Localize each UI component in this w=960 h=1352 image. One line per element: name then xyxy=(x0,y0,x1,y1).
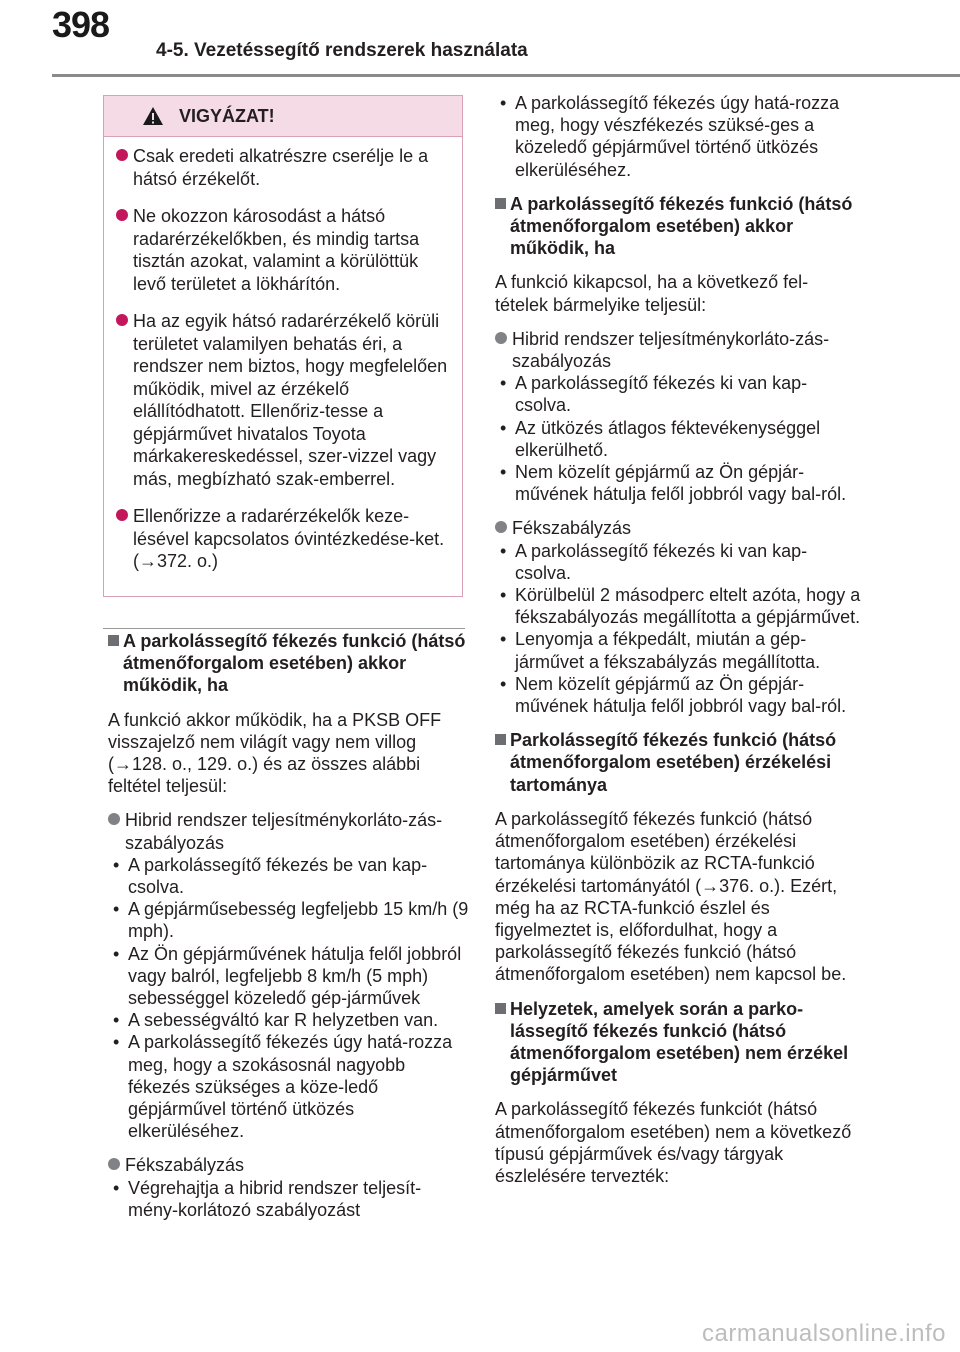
section-body: A parkolássegítő fékezés funkciót (hátsó átmenőforgalom esetében) nem a következő típusú gépjárművek és/vagy tárgyak észlelésére tervezték: xyxy=(495,1099,852,1186)
bullet-dot-icon xyxy=(495,521,507,533)
list-item: • A parkolássegítő fékezés úgy hatá-rozza meg, hogy vészfékezés szüksé-ges a közeledő gépjárművel történő ütközés elkerüléséhez. xyxy=(500,93,840,180)
group-heading: Fékszabályzás xyxy=(495,517,861,539)
list-item: • A parkolássegítő fékezés úgy hatá-rozza meg, hogy a szokásosnál nagyobb fékezés szükséges a köze-ledő gépjárművel történő ütközés elkerüléséhez. xyxy=(113,1032,453,1142)
condition-group xyxy=(495,92,861,181)
bullet-dot-icon xyxy=(116,209,128,221)
list-item: • Az Ön gépjárművének hátulja felől jobbról vagy balról, legfeljebb 8 km/h (5 mph) sebességgel közeledő gép-járművek xyxy=(113,943,462,1009)
bullet-dot-icon xyxy=(116,509,128,521)
square-bullet-icon xyxy=(495,734,506,745)
square-bullet-icon xyxy=(108,635,119,646)
list-item: • Nem közelít gépjármű az Ön gépjár-művének hátulja felől jobbról vagy bal-ról. xyxy=(500,673,847,717)
left-column xyxy=(108,630,470,1233)
group-heading: Hibrid rendszer teljesítménykorláto-zás-szabályozás xyxy=(495,328,861,372)
group-heading: Fékszabályzás xyxy=(108,1154,470,1176)
list-item: • A parkolássegítő fékezés ki van kap-csolva. xyxy=(500,373,808,416)
bullet-dot-icon xyxy=(116,149,128,161)
bullet-dot-icon xyxy=(116,314,128,326)
warning-item: Csak eredeti alkatrészre cserélje le a hátsó érzékelőt. xyxy=(116,145,450,190)
condition-group xyxy=(495,517,861,717)
list-item: • A parkolássegítő fékezés be van kap-csolva. xyxy=(113,854,428,898)
page-number: 398 xyxy=(52,4,110,45)
warning-box xyxy=(103,95,463,597)
list-item: • Az ütközés átlagos féktevékenységgel elkerülhető. xyxy=(500,417,821,460)
list-item: • Végrehajtja a hibrid rendszer teljesít-mény-korlátozó szabályozást xyxy=(113,1177,422,1220)
condition-group xyxy=(495,328,861,506)
warning-triangle-icon xyxy=(142,106,164,126)
list-item: • Nem közelít gépjármű az Ön gépjár-művének hátulja felől jobbról vagy bal-ról. xyxy=(500,462,847,505)
bullet-dot-icon xyxy=(495,332,507,344)
chapter-title: 4-5. Vezetéssegítő rendszerek használata xyxy=(156,40,528,61)
section-body: A parkolássegítő fékezés funkció (hátsó átmenőforgalom esetében) érzékelési tartománya különbözik az RCTA-funkció érzékelési tartományától (→376. o.). Ezért, még ha az RCTA-funkció észlel és figyelmeztet is, előfordulhat, hogy a parkolássegítő fékezés funkció (hátsó átmenőforgalom esetében) nem kapcsol be. xyxy=(495,808,847,985)
square-bullet-icon xyxy=(495,1003,506,1014)
section-heading: Helyzetek, amelyek során a parko-lássegítő fékezés funkció (hátsó átmenőforgalom esetében) nem érzékel gépjárművet xyxy=(495,998,861,1087)
condition-group xyxy=(108,1154,470,1221)
warning-item: Ellenőrizze a radarérzékelők keze-lésével kapcsolatos óvintézkedése-ket. (→372. o.) xyxy=(116,505,450,573)
list-item: • Körülbelül 2 másodperc eltelt azóta, hogy a fékszabályozás megállította a gépjárművet. xyxy=(500,585,861,628)
warning-item: Ne okozzon károsodást a hátsó radarérzékelőkben, és mindig tartsa tisztán azokat, valamint a körülöttük levő területet a lökhárítón. xyxy=(116,205,450,295)
section-intro: A funkció kikapcsol, ha a következő fel-tételek bármelyike teljesül: xyxy=(495,272,809,315)
watermark: carmanualsonline.info xyxy=(702,1320,946,1347)
warning-header xyxy=(104,96,462,137)
group-heading: Hibrid rendszer teljesítménykorláto-zás-szabályozás xyxy=(108,809,470,853)
list-item: • A sebességváltó kar R helyzetben van. xyxy=(113,1010,439,1031)
section-heading: A parkolássegítő fékezés funkció (hátsó átmenőforgalom esetében) akkor működik, ha xyxy=(495,193,861,260)
bullet-dot-icon xyxy=(108,1158,120,1170)
warning-item: Ha az egyik hátsó radarérzékelő körüli területet valamilyen behatás éri, a rendszer nem biztos, hogy megfelelően működik, mivel az érzékelő elállítódhatott. Ellenőriz-tesse a gépjárművet hivatalos Toyota márkakereskedéssel, szer-vizzel vagy más, megbízható szak-emberrel. xyxy=(116,310,450,490)
list-item: • Lenyomja a fékpedált, miután a gép-járművet a fékszabályzás megállította. xyxy=(500,629,821,672)
bullet-dot-icon xyxy=(108,813,120,825)
list-item: • A parkolássegítő fékezés ki van kap-csolva. xyxy=(500,540,808,583)
section-intro: A funkció akkor működik, ha a PKSB OFF visszajelző nem világít vagy nem villog (→128. o., 129. o.) és az összes alábbi feltétel teljesül: xyxy=(108,709,442,797)
header-rule xyxy=(52,74,960,77)
section-heading: Parkolássegítő fékezés funkció (hátsó átmenőforgalom esetében) érzékelési tartománya xyxy=(495,729,861,796)
section-heading: A parkolássegítő fékezés funkció (hátsó átmenőforgalom esetében) akkor működik, ha xyxy=(108,630,470,697)
list-item: • A gépjárműsebesség legfeljebb 15 km/h (9 mph). xyxy=(113,899,469,942)
square-bullet-icon xyxy=(495,198,506,209)
section-divider xyxy=(103,628,465,629)
warning-title: VIGYÁZAT! xyxy=(179,105,275,126)
condition-group xyxy=(108,809,470,1142)
right-column xyxy=(495,92,861,1199)
